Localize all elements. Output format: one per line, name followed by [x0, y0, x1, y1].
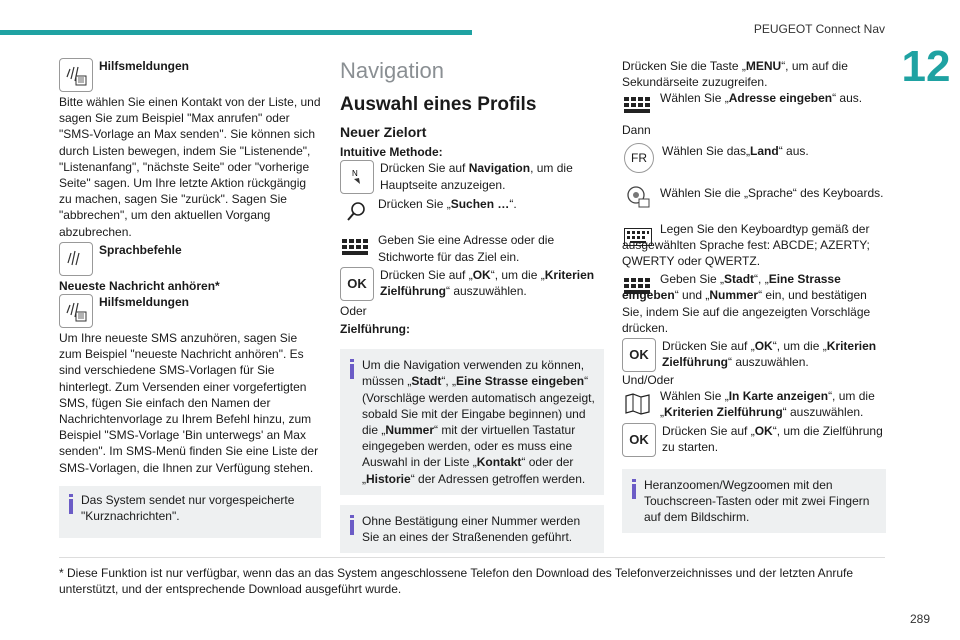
info-box — [622, 469, 886, 534]
header-accent-bar — [0, 30, 472, 35]
info-box — [340, 349, 604, 495]
step-text: Drücken Sie auf „OK“, um die „Kriterien Zielführung“ auszuwählen. — [662, 339, 877, 370]
keyboard-icon — [340, 232, 372, 264]
map-icon — [622, 388, 654, 420]
menu-step: Drücken Sie die Taste „MENU“, um auf die Sekundärseite zuzugreifen. — [622, 59, 848, 90]
step-text: Wählen Sie das„Land“ aus. — [662, 143, 809, 158]
step-text: Drücken Sie „Suchen …“. — [378, 197, 517, 212]
latest-message-label: Neueste Nachricht anhören* — [59, 278, 220, 293]
column-right — [622, 58, 886, 533]
ok-icon: OK — [622, 338, 656, 372]
column-left — [59, 58, 321, 538]
info-icon — [350, 515, 354, 545]
help-heading-1: Hilfsmeldungen — [99, 59, 190, 73]
and-or-label: Und/Oder — [622, 373, 675, 388]
step-keyboard — [340, 232, 604, 264]
info-box — [59, 486, 321, 538]
column-middle — [340, 58, 604, 553]
info-text: Heranzoomen/Wegzoomen mit den Touchscreen-Tasten oder mit zwei Fingern auf dem Bildschirm. — [644, 477, 870, 525]
footnote-divider — [59, 557, 885, 558]
info-text: Das System sendet nur vorgespeicherte "Kurznachrichten". — [81, 492, 295, 524]
info-icon — [632, 479, 636, 526]
voice-hand-icon — [59, 294, 93, 328]
step-ok — [340, 267, 604, 301]
voice-help-row — [59, 58, 321, 92]
footnote: * Diese Funktion ist nur verfügbar, wenn das an das System angeschlossene Telefon den Download des Telefonverzeichnisses und der letzten Anrufe unterstützt, und der entsprechende Download ausgeführt wurde. — [59, 566, 854, 596]
step-text: Drücken Sie auf „OK“, um die Zielführung zu starten. — [662, 423, 883, 454]
step-text: Geben Sie eine Adresse oder die Stichworte für das Ziel ein. — [378, 233, 555, 264]
info-text: Ohne Bestätigung einer Nummer werden Sie an eines der Straßenenden geführt. — [362, 513, 581, 545]
search-icon — [340, 196, 372, 228]
page-header-title: PEUGEOT Connect Nav — [753, 22, 885, 36]
or-label: Oder — [340, 303, 367, 318]
city-text: Geben Sie „Stadt“, „Eine Strasse eingeben“ und „Nummer“ ein, und bestätigen Sie, indem Sie auf die angezeigten Vorschläge drücken. — [622, 272, 871, 335]
svg-text:N: N — [352, 169, 358, 179]
step-text: Drücken Sie auf „OK“, um die „Kriterien Zielführung“ auszuwählen. — [380, 267, 595, 299]
help-text-1: Bitte wählen Sie einen Kontakt von der Liste, und sagen Sie zum Beispiel "Max anrufen" oder "SMS-Vorlage an Max senden". Sie können sich durch Listen bewegen, indem Sie "Listenende", "Listenanfang", "nächste Seite" oder "vorherige Seite" sagen. Um Ihre letzte Aktion rückgängig zu machen, sagen Sie "zurück". Sagen Sie "abbrechen", um den aktuellen Vorgang abzubrechen. — [59, 95, 321, 239]
step-text: Wählen Sie „In Karte anzeigen“, um die „Kriterien Zielführung“ auszuwählen. — [660, 389, 875, 420]
language-icon — [622, 181, 654, 213]
page-number: 289 — [909, 612, 930, 626]
step-navigation — [340, 160, 604, 194]
info-icon — [350, 359, 354, 487]
voice-commands-heading: Sprachbefehle — [99, 242, 182, 257]
then-label: Dann — [622, 123, 651, 138]
info-box — [340, 505, 604, 553]
step-start — [622, 423, 886, 457]
country-fr-icon: FR — [624, 143, 654, 173]
navigation-icon — [340, 160, 374, 194]
voice-hand-icon — [59, 242, 93, 276]
help-heading-2: Hilfsmeldungen — [99, 295, 190, 310]
section-title: Navigation — [340, 58, 444, 83]
heading-destination: Neuer Zielort — [340, 124, 427, 140]
voice-help-row-2 — [59, 294, 321, 328]
step-ok — [622, 338, 886, 372]
info-icon — [69, 494, 73, 524]
chapter-number: 12 — [901, 42, 951, 91]
ok-icon: OK — [622, 423, 656, 457]
step-country — [622, 141, 886, 175]
info-text: Um die Navigation verwenden zu können, müssen „Stadt“, „Eine Strasse eingeben“ (Vorschläge werden automatisch angezeigt, sobald Sie mit der Eingabe beginnen) und die „Nummer“ mit der virtuellen Tastatur eingegeben werden, oder es muss eine Auswahl in der Liste „Kontakt“ oder der „Historie“ der Adressen getroffen werden. — [362, 358, 595, 486]
step-language — [622, 181, 886, 213]
voice-commands-row — [59, 242, 321, 276]
step-text: Drücken Sie auf Navigation, um die Hauptseite anzuzeigen. — [380, 161, 573, 192]
intuitive-method-label: Intuitive Methode: — [340, 145, 443, 160]
help-text-2: Um Ihre neueste SMS anzuhören, sagen Sie zum Beispiel "neueste Nachricht anhören". Es sind verschiedene SMS-Vorlagen für Sie hinterlegt. Zum Versenden einer vorgefertigten SMS, fügen Sie einfach den Namen der Nachrichtenvorlage zu Ihrem Befehl hinzu, zum Beispiel "SMS-Vorlage 'Bin unterwegs' an Max senden". Im SMS-Menü finden Sie eine Liste der SMS-Vorlagen, die Ihnen zur Verfügung stehen. — [59, 331, 319, 475]
heading-profile: Auswahl eines Profils — [340, 94, 537, 115]
step-text: Wählen Sie die „Sprache“ des Keyboards. — [660, 185, 884, 200]
step-address — [622, 90, 886, 122]
step-search — [340, 196, 604, 228]
voice-hand-icon — [59, 58, 93, 92]
keyboard-icon — [622, 90, 654, 122]
ok-icon: OK — [340, 267, 374, 301]
step-text: Wählen Sie „Adresse eingeben“ aus. — [660, 91, 863, 106]
step-map — [622, 388, 886, 420]
keyboard-type-text: Legen Sie den Keyboardtyp gemäß der ausgewählten Sprache fest: ABCDE; AZERTY; QWERTY oder QWERTZ. — [622, 221, 870, 269]
guidance-label: Zielführung: — [340, 322, 410, 337]
